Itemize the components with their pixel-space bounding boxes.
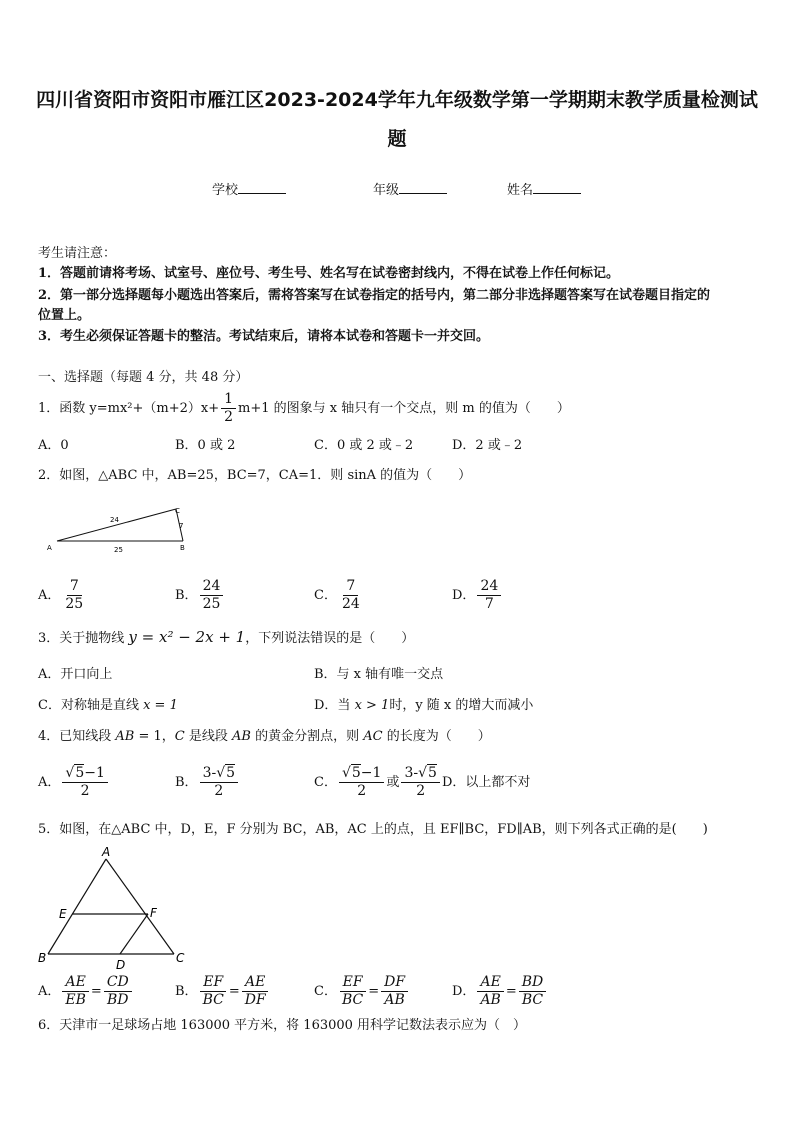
q2-b-num: 24 bbox=[200, 578, 224, 596]
question-3-stem bbox=[38, 628, 414, 648]
notice-heading: 考生请注意： bbox=[38, 246, 117, 261]
q2-c-label: C． bbox=[314, 588, 337, 603]
q3-option-c bbox=[38, 697, 178, 715]
q5-b-label: B． bbox=[175, 984, 198, 999]
q2-b-label: B． bbox=[175, 588, 198, 603]
q4-c-num-2: 3-√5 bbox=[401, 765, 439, 783]
q1-pre: 1．函数 y=mx²+（m+2）x+ bbox=[38, 401, 220, 416]
q4-pre: 4．已知线段 bbox=[38, 729, 116, 744]
q5-d-label: D． bbox=[452, 984, 476, 999]
q2-label-bc: 7 bbox=[179, 522, 184, 530]
q5-vertex-c: C bbox=[176, 951, 185, 965]
q3-option-d bbox=[314, 697, 533, 715]
q4-mid2: 是线段 bbox=[184, 729, 233, 744]
q5-c-left bbox=[339, 974, 366, 1009]
q4-b-fraction bbox=[200, 765, 238, 800]
q1-fraction bbox=[221, 391, 236, 426]
q5-b-l-num: EF bbox=[200, 974, 226, 992]
q4-m3: AB bbox=[232, 729, 251, 744]
q5-c-r-den: AB bbox=[384, 992, 405, 1008]
q2-option-d bbox=[452, 578, 503, 614]
q5-d-l-num: AE bbox=[477, 974, 503, 992]
grade-label: 年级 bbox=[373, 183, 400, 198]
q4-c-num-1: √5−1 bbox=[339, 765, 384, 783]
q4-b-num-pre: 3- bbox=[202, 765, 217, 781]
q5-option-b bbox=[175, 972, 271, 1012]
q4-b-label: B． bbox=[175, 775, 198, 790]
q5-option-d bbox=[452, 972, 548, 1012]
q5-c-l-den: BC bbox=[341, 992, 364, 1008]
q3-pre: 3．关于抛物线 bbox=[38, 631, 129, 646]
q2-label-ab: 25 bbox=[114, 546, 123, 554]
q4-b-num: 3-√5 bbox=[200, 765, 238, 783]
q4-option-b bbox=[175, 764, 240, 802]
q1-option-b: B．0 或 2 bbox=[175, 438, 236, 453]
q3-d-post: 时，y 随 x 的增大而减小 bbox=[389, 698, 534, 713]
q3-d-pre: D．当 bbox=[314, 698, 355, 713]
q5-point-f: F bbox=[150, 906, 157, 920]
section-heading: 一、选择题（每题 4 分，共 48 分） bbox=[38, 370, 249, 385]
q2-vertex-b: B bbox=[180, 544, 185, 552]
name-field bbox=[507, 181, 581, 200]
q5-option-a bbox=[38, 972, 134, 1012]
notice-item-2: 2．第一部分选择题每小题选出答案后，需将答案写在试卷指定的括号内，第二部分非选择题答案写在试卷题目指定的 bbox=[38, 288, 711, 303]
q5-a-left bbox=[62, 974, 89, 1009]
q2-d-den: 7 bbox=[484, 596, 494, 612]
q5-a-l-num: AE bbox=[62, 974, 88, 992]
q3-post: ，下列说法错误的是（ ） bbox=[245, 631, 415, 646]
q2-vertex-a: A bbox=[47, 544, 52, 552]
q1-option-d: D．2 或﹣2 bbox=[452, 438, 523, 453]
notice-item-3: 3．考生必须保证答题卡的整洁。考试结束后，请将本试卷和答题卡一并交回。 bbox=[38, 329, 490, 344]
q4-c-label: C． bbox=[314, 775, 337, 790]
q5-d-r-den: BC bbox=[521, 992, 544, 1008]
q5-d-eq: = bbox=[505, 984, 517, 999]
q2-c-fraction bbox=[339, 578, 363, 613]
grade-blank bbox=[399, 181, 447, 194]
q4-m4: AC bbox=[363, 729, 383, 744]
school-blank bbox=[238, 181, 286, 194]
q2-a-num: 7 bbox=[67, 578, 82, 596]
q4-c-den-2: 2 bbox=[416, 783, 426, 799]
question-4-stem bbox=[38, 728, 491, 746]
q3-option-b: B．与 x 轴有唯一交点 bbox=[314, 667, 444, 682]
q4-mid1: = 1， bbox=[134, 729, 175, 744]
q5-b-right bbox=[242, 974, 269, 1009]
q4-c-den-1: 2 bbox=[357, 783, 367, 799]
q4-m1: AB bbox=[115, 729, 135, 744]
name-label: 姓名 bbox=[507, 183, 534, 198]
q5-c-r-num: DF bbox=[381, 974, 408, 992]
q5-c-right bbox=[381, 974, 408, 1009]
q4-a-den: 2 bbox=[80, 783, 90, 799]
q5-vertex-a: A bbox=[102, 845, 111, 859]
q4-m2: C bbox=[174, 729, 185, 744]
q4-option-a bbox=[38, 764, 110, 802]
q2-c-den: 24 bbox=[341, 596, 360, 612]
q5-c-l-num: EF bbox=[340, 974, 366, 992]
q4-mid3: 的黄金分割点，则 bbox=[250, 729, 364, 744]
page-title-continued: 题 bbox=[387, 128, 407, 150]
q5-vertex-b: B bbox=[38, 951, 47, 965]
q4-a-fraction bbox=[62, 765, 107, 800]
q4-c-fraction-1 bbox=[339, 765, 384, 800]
school-field bbox=[212, 181, 286, 200]
question-6-stem: 6．天津市一足球场占地 163000 平方米，将 163000 用科学记数法表示应为（ ） bbox=[38, 1018, 527, 1033]
q2-c-num: 7 bbox=[343, 578, 358, 596]
q5-option-c bbox=[314, 972, 410, 1012]
grade-field bbox=[373, 181, 447, 200]
page-title: 四川省资阳市资阳市雁江区2023-2024学年九年级数学第一学期期末教学质量检测试 bbox=[36, 89, 758, 111]
q2-triangle-figure bbox=[40, 503, 200, 555]
q2-option-c bbox=[314, 578, 365, 614]
q4-a-num: √5−1 bbox=[62, 765, 107, 783]
q4-c-radicand-1: 5 bbox=[351, 765, 361, 781]
q4-post: 的长度为（ ） bbox=[382, 729, 491, 744]
q5-b-r-den: DF bbox=[244, 992, 266, 1008]
q5-b-r-num: AE bbox=[242, 974, 268, 992]
q1-frac-den: 2 bbox=[224, 409, 234, 425]
q5-d-right bbox=[519, 974, 547, 1009]
q4-c-radicand-2: 5 bbox=[428, 765, 437, 781]
q1-post: m+1 的图象与 x 轴只有一个交点，则 m 的值为（ ） bbox=[238, 401, 570, 416]
q5-a-l-den: EB bbox=[65, 992, 86, 1008]
q2-option-a bbox=[38, 578, 88, 614]
q5-d-r-num: BD bbox=[519, 974, 547, 992]
q5-b-left bbox=[200, 974, 227, 1009]
q3-d-math: x > 1 bbox=[354, 698, 390, 713]
q5-a-r-num: CD bbox=[104, 974, 132, 992]
q5-segment-fd bbox=[120, 914, 148, 954]
q4-a-num-post: −1 bbox=[84, 765, 105, 781]
q4-c-num2-pre: 3- bbox=[404, 765, 419, 781]
q4-option-c bbox=[314, 764, 530, 802]
q3-option-a: A．开口向上 bbox=[38, 667, 113, 682]
q2-a-label: A． bbox=[38, 588, 61, 603]
notice-item-2-continued: 位置上。 bbox=[38, 308, 91, 323]
q4-b-den: 2 bbox=[214, 783, 224, 799]
q2-d-fraction bbox=[477, 578, 501, 613]
q1-frac-num: 1 bbox=[221, 391, 236, 409]
q2-option-b bbox=[175, 578, 225, 614]
q5-a-right bbox=[104, 974, 132, 1009]
name-blank bbox=[533, 181, 581, 194]
q5-point-d: D bbox=[116, 958, 126, 972]
q3-c-pre: C．对称轴是直线 bbox=[38, 698, 144, 713]
q5-side-ab bbox=[48, 859, 106, 954]
q4-a-label: A． bbox=[38, 775, 61, 790]
q2-b-den: 25 bbox=[202, 596, 221, 612]
q2-a-den: 25 bbox=[65, 596, 84, 612]
question-5-stem: 5．如图，在△ABC 中，D，E，F 分别为 BC，AB，AC 上的点，且 EF∥BC，FD∥AB，则下列各式正确的是( ) bbox=[38, 822, 708, 837]
q4-c-num1-post: −1 bbox=[360, 765, 382, 781]
q4-option-d: D．以上都不对 bbox=[441, 775, 531, 790]
q4-b-radicand: 5 bbox=[226, 765, 236, 781]
q2-vertex-c: C bbox=[175, 507, 180, 515]
q3-formula: y = x² − 2x + 1 bbox=[128, 628, 246, 646]
q5-side-ac bbox=[106, 859, 174, 954]
q3-c-math: x = 1 bbox=[143, 698, 178, 713]
q5-c-eq: = bbox=[368, 984, 380, 999]
question-1-stem bbox=[38, 391, 570, 427]
q5-a-eq: = bbox=[90, 984, 102, 999]
school-label: 学校 bbox=[212, 183, 239, 198]
q2-d-num: 24 bbox=[477, 578, 501, 596]
q5-a-r-den: BD bbox=[107, 992, 129, 1008]
q5-b-l-den: BC bbox=[202, 992, 224, 1008]
q4-c-or: 或 bbox=[386, 775, 400, 790]
q2-a-fraction bbox=[62, 578, 86, 613]
q5-triangle-figure bbox=[36, 843, 196, 973]
notice-item-1: 1．答题前请将考场、试室号、座位号、考生号、姓名写在试卷密封线内，不得在试卷上作任何标记。 bbox=[38, 266, 620, 281]
q5-c-label: C． bbox=[314, 984, 337, 999]
q5-d-left bbox=[477, 974, 503, 1009]
q1-option-a: A．0 bbox=[38, 438, 69, 453]
q4-c-fraction-2 bbox=[401, 765, 439, 800]
q5-b-eq: = bbox=[228, 984, 240, 999]
q2-label-ac: 24 bbox=[110, 516, 119, 524]
q2-b-fraction bbox=[200, 578, 224, 613]
question-2-stem: 2．如图，△ABC 中，AB=25，BC=7，CA=1．则 sinA 的值为（ ） bbox=[38, 468, 472, 483]
q2-side-ac bbox=[57, 509, 176, 541]
q5-point-e: E bbox=[59, 907, 67, 921]
q4-a-radicand: 5 bbox=[75, 765, 85, 781]
q2-d-label: D． bbox=[452, 588, 476, 603]
q5-a-label: A． bbox=[38, 984, 61, 999]
q5-d-l-den: AB bbox=[480, 992, 501, 1008]
q1-option-c: C．0 或 2 或﹣2 bbox=[314, 438, 414, 453]
